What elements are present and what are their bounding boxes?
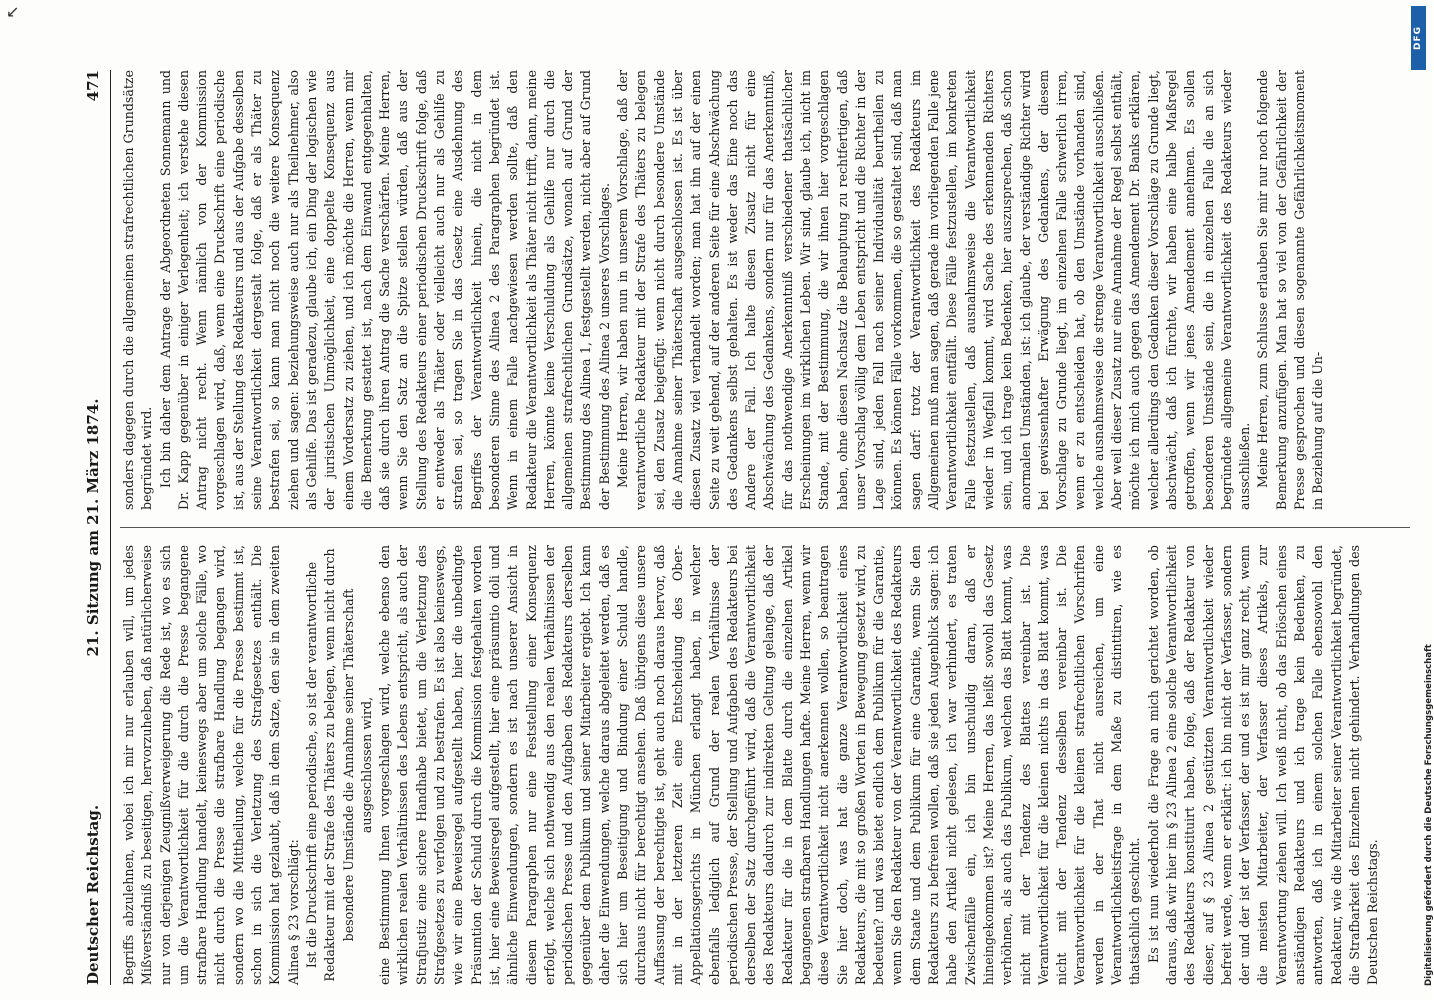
page-number: 471 [84, 70, 102, 102]
running-head [80, 70, 111, 985]
right-column [120, 70, 1410, 510]
paragraph: Es ist nun wiederholt die Frage an mich gerichtet worden, ob daraus, daß wir hier im § 23 Alinea 2 eine solche Verantwortlichkeit des Redakteurs konstituirt haben, folge, daß der Redakteur von dieser, auf § 23 Alinea 2 gestützten Verantwortlichkeit wieder befreit werde, wenn er erklärt: ich bin nicht der Verfasser, sondern der und der ist der Verfasser, der und es ist mir ganz recht, wenn die meisten Mitarbeiter, der Verfasser dieses Artikels, zur Verantwortung ziehen will. Ich weiß nicht, ob das Erlöschen eines anständigen Redakteurs und ich trage kein Bedenken, zu antworten, daß ich in einem solchen Falle ebensowohl den Redakteur, wie die Mitarbeiter seiner Verantwortlichkeit begründet, die Strafbarkeit des Einzelnen nicht gehindert. Verhandlungen des Deutschen Reichstags. [1145, 545, 1381, 985]
paragraph: Ich bin daher dem Antrage der Abgeordneten Sonnemann und Dr. Kapp gegenüber in einiger Verlegenheit; ich verstehe diesen Antrag nicht recht. Wenn nämlich von der Kommission vorgeschlagen wird, daß, wenn eine Druckschrift eine periodische ist, aus der Stellung des Redakteurs und aus der Aufgabe desselben seine Verantwortlichkeit dergestalt folge, daß er als Thäter zu bestrafen sei, so kann man nicht noch die weitere Konsequenz ziehen und sagen: beziehungsweise auch nur als Theilnehmer, also als Gehilfe. Das ist geradezu, glaube ich, ein Ding der logischen wie der juristischen Unmöglichkeit, eine doppelte Konsequenz aus einem Vordersatz zu ziehen, und ich möchte die Herren, wenn mir die Bemerkung gestattet ist, nach dem Einwand entgegenhalten, daß sie durch ihren Antrag die Sache verschärfen. Meine Herren, wenn Sie den Satz an die Spitze stellen würden, daß aus der Stellung des Redakteurs einer periodischen Druckschrift folge, daß er entweder als Thäter oder vielleicht auch nur als Gehilfe zu strafen sei, so tragen Sie in das Gesetz eine Ausdehnung des Begriffes der Verantwortlichkeit hinein, die nicht in dem besonderen Sinne des Alinea 2 des Paragraphen begründet ist. Wenn in einem Falle nachgewiesen werden sollte, daß den Redakteur die Verantwortlichkeit als Thäter nicht trifft, dann, meine Herren, könnte keine Verschuldung als Gehilfe nur durch die allgemeinen strafrechtlichen Grundsätze, wonach auf Grund der Bestimmung des Alinea 1, festgestellt werden, nicht aber auf Grund der Bestimmung des Alinea 2 unseres Vorschlages. [157, 70, 612, 510]
paragraph: sonders dagegen durch die allgemeinen strafrechtlichen Grundsätze begründet wird. [121, 70, 155, 510]
digitization-credit: Digitalisierung gefördert durch die Deutsche Forschungsgemeinschaft [1424, 644, 1434, 986]
paragraph: Meine Herren, zum Schlusse erlauben Sie mir nur noch folgende Bemerkung anzufügen. Man hat so viel von der Gefährlichkeit der Presse gesprochen und diesen sogenannte Gefährlichkeitsmoment in Beziehung auf die Un- [1255, 70, 1326, 510]
quoted-provision: Ist die Druckschrift eine periodische, so ist der verantwortliche Redakteur mit der Strafe des Thäters zu belegen, wenn nicht durch besondere Umstände die Annahme seiner Thäterschaft ausgeschlossen wird, [303, 548, 374, 982]
text-columns [120, 70, 1410, 985]
dfg-logo: DFG [1411, 6, 1426, 70]
corner-mark: ↙ [6, 2, 20, 21]
paragraph: eine Bestimmung Ihnen vorgeschlagen wird, welche ebenso den wirklichen realen Verhältnissen des Lebens entspricht, als auch der Strafjustiz eine sichere Handhabe bietet, um die Verletzung des Strafgesetzes zu verfolgen und zu bestrafen. Es ist also keineswegs, wie wir eine Beweisregel aufgestellt haben, hier die unbedingte Präsumtion der Schuld durch die Kommission festgehalten worden ist, hier eine Beweisregel aufgestellt, hier eine präsumtio doli und ähnliche Einwendungen, sondern es ist nach unserer Ansicht in diesem Paragraphen nur eine Feststellung einer Konsequenz erfolgt, welche sich nothwendig aus den realen Verhältnissen der periodischen Presse und den Aufgaben des Redakteurs derselben gegenüber dem Publikum und seiner Mitarbeiter ergiebt. Ich kann daher die Einwendungen, welche daraus abgeleitet werden, daß es sich hier um Beseitigung und Bindung einer Schuld handle, durchaus nicht für berechtigt ansehen. Daß übrigens diese unsere Auffassung der berechtigte ist, geht auch noch daraus hervor, daß mit in der letzteren Zeit eine Entscheidung des Ober-Appellationsgerichts in München erlangt haben, in welcher ebenfalls lediglich auf Grund der realen Verhältnisse der periodischen Presse, der Stellung und Aufgaben des Redakteurs bei derselben der Satz durchgeführt wird, daß die Verantwortlichkeit des Redakteurs dadurch zur indirekten Geltung gelange, daß der Redakteur für die in dem Blatte durch die einzelnen Artikel begangenen strafbaren Handlungen hafte. Meine Herren, wenn wir diese Verantwortlichkeit nicht anerkennen wollen, so beantragen Sie hier doch, was hat die ganze Verantwortlichkeit eines Redakteurs, die mit so großen Worten in Bewegung gesetzt wird, zu bedeuten? und was bietet endlich dem Publikum für die Garantie, wenn Sie den Redakteur von der Verantwortlichkeit des Redakteurs dem Staate und dem Publikum für eine Garantie, wenn Sie den Redakteurs zu befreien wollen, daß sie jeden Augenblick sagen: ich habe den Artikel nicht gelesen, ich war verhindert, es traten Zwischenfälle ein, ich bin unschuldig daran, daß er hineingekommen ist? Meine Herren, das heißt sowohl das Gesetz verhöhnen, als auch das Publikum, welchen das Blatt kommt, was nicht mit der Tendenz des Blattes vereinbar ist. Die Verantwortlichkeit für die kleinen nichts in das Blatt kommt, was nicht mit der Tendenz desselben vereinbar ist. Die Verantwortlichkeit für die kleinen strafrechtlichen Vorschriften werden in der That nicht ausreichen, um eine Verantwortlichkeitsfrage in dem Maße zu distinttiren, wie es thatsächlich geschicht. [377, 545, 1143, 985]
left-column [120, 545, 1410, 985]
paragraph: Begriffs abzulehnen, wobei ich mir nur erlauben will, um jedes Mißverständniß zu beseitigen, hervorzuheben, daß natürlicherweise nur von derjenigen Zeugnißverweigerung die Rede ist, wo es sich um die Verantwortlichkeit für die durch die Presse begangene strafbare Handlung handelt, keineswegs aber um solche Fälle, wo nicht durch die Presse die strafbare Handlung begangen wird, sondern wo die Mittheilung, welche für die Presse bestimmt ist, schon in sich die Verletzung des Strafgesetzes enthält. Die Kommission hat gezlaubt, daß in dem Satze, den sie in dem zweiten Alinea § 23 vorschlägt: [121, 545, 301, 985]
column-divider [120, 527, 1410, 528]
journal-title: Deutscher Reichstag. [84, 804, 102, 985]
session-title: 21. Sitzung am 21. März 1874. [84, 398, 102, 657]
rotated-page-content [80, 70, 1420, 985]
paragraph: Meine Herren, wir haben nun in unserem Vorschlage, daß der verantwortliche Redakteur mit der Strafe des Thäters zu belegen sei, den Zusatz beigefügt: wenn nicht durch besondere Umstände die Annahme seiner Thäterschaft ausgeschlossen ist. Es ist über diesen Zusatz viel verhandelt worden; man hat ihn auf der einen Seite zu weit gehend, auf der anderen Seite für eine Abschwächung des Gedankens selbst gehalten. Es ist weder das Eine noch das Andere der Fall. Ich halte diesen Zusatz nicht für eine Abschwächung des Gedankens, sondern nur für das Anerkenntniß, für das nothwendige Anerkenntniß verschiedener thatsächlicher Erscheinungen im wirklichen Leben. Wir sind, glaube ich, nicht im Stande, mit der Bestimmung, die wir ihnen hier vorgeschlagen haben, ohne diesen Nachsatz die Behauptung zu rechtfertigen, daß unser Vorschlag völlig dem Leben entspricht und die Richter in der Lage sind, jeden Fall nach seiner Individualität beurtheilen zu können. Es können Fälle vorkommen, die so gestaltet sind, daß man sagen darf: trotz der Verantwortlichkeit des Redakteurs im Allgemeinen muß man sagen, daß gerade im vorliegenden Falle jene Verantwortlichkeit entfällt. Diese Fälle festzustellen, im konkreten Falle festzustellen, daß ausnahmsweise die Verantwortlichkeit wieder in Wegfall kommt, wird Sache des erkennenden Richters sein, und ich trage kein Bedenken, hier auszusprechen, daß schon anormalen Umständen, ist: ich glaube, der verständige Richter wird bei gewissenhafter Erwägung des Gedankens, der diesem Vorschlage zu Grunde liegt, im einzelnen Falle schwerlich irren, wenn er zu entscheiden hat, ob den Umstände vorhanden sind, welche ausnahmsweise die strenge Verantwortlichkeit ausschließen. Aber weil dieser Zusatz nur eine Annahme der Regel selbst enthält, möchte ich mich auch gegen das Amendement Dr. Banks erklären, welcher allerdings den Gedanken dieser Vorschläge zu Grunde liegt, abschwächt, daß ich fürchte, wir haben eine halbe Maßregel getroffen, wenn wir jenes Amendement annehmen. Es sollen besonderen Umstände sein, die in einzelnen Falle die an sich begründete allgemeine Verantwortlichkeit des Redakteurs wieder ausschließen. [615, 70, 1253, 510]
